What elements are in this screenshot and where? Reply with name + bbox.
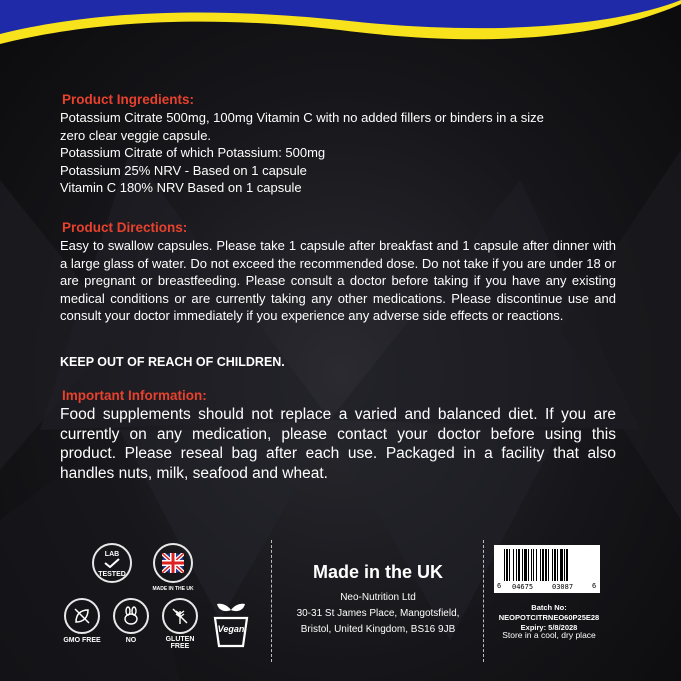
barcode-left-group: 04675 <box>512 583 534 591</box>
ingredients-line: Potassium 25% NRV - Based on 1 capsule <box>60 162 307 178</box>
ingredients-section <box>60 92 616 197</box>
children-warning: KEEP OUT OF REACH OF CHILDREN. <box>60 355 285 369</box>
batch-info <box>486 603 612 633</box>
directions-heading: Product Directions: <box>62 220 188 235</box>
important-section <box>60 388 616 483</box>
divider-right <box>483 540 484 662</box>
barcode-check-digit: 6 <box>592 582 597 590</box>
directions-section <box>60 220 616 325</box>
top-wave-decoration <box>0 0 681 60</box>
ingredients-line: Vitamin C 180% NRV Based on 1 capsule <box>60 180 302 195</box>
gluten-free-top-label: GLUTEN <box>165 636 195 643</box>
batch-number: Batch No: NEOPOTCITRNEO60P25E28 <box>498 603 600 622</box>
lab-tested-top-label: LAB <box>104 551 120 558</box>
lab-tested-bottom-label: TESTED <box>98 571 126 578</box>
ingredients-line: Potassium Citrate 500mg, 100mg Vitamin C with no added fillers or binders in a size <box>60 110 544 125</box>
expiry-date: Expiry: 5/8/2028 <box>520 623 578 632</box>
uk-flag-icon <box>162 553 184 573</box>
rabbit-icon <box>121 606 141 626</box>
barcode-first-digit: 6 <box>497 582 502 590</box>
company-name: Neo-Nutrition Ltd <box>340 592 416 603</box>
manufacturer-address <box>276 590 480 638</box>
made-in-uk-title: Made in the UK <box>312 562 443 582</box>
checkmark-icon <box>104 558 120 568</box>
made-in-uk-badge-label: MADE IN THE UK <box>152 586 194 592</box>
ingredients-line: Potassium Citrate of which Potassium: 500mg <box>60 145 326 160</box>
wheat-icon <box>171 607 189 625</box>
no-animal-testing-label: NO <box>125 637 137 644</box>
address-line-1: 30-31 St James Place, Mangotsfield, <box>296 608 460 619</box>
important-heading: Important Information: <box>62 388 207 403</box>
directions-text: Easy to swallow capsules. Please take 1 capsule after breakfast and 1 capsule after dinner with a large glass of water. Do not exceed the recommended dose. Do not take if you are under 18 or are pregnant or breastfeeding. Please consult a doctor before taking if you have any existing medical conditions or are currently taking any other medications. Please discontinue use and consult your doctor immediately if you experience any adverse side effects or reactions. <box>60 238 616 323</box>
ingredients-line: zero clear veggie capsule. <box>60 127 212 143</box>
important-text: Food supplements should not replace a varied and balanced diet. If you are currently on any medication, please contact your doctor before using this product. Please reseal bag after each use. Packaged in a facility that also handles nuts, milk, seafood and wheat. <box>60 406 616 482</box>
gmo-free-label: GMO FREE <box>63 637 101 644</box>
barcode-bars <box>494 545 600 593</box>
storage-instructions: Store in a cool, dry place <box>502 630 596 640</box>
vegan-label: Vegan <box>217 624 245 634</box>
address-line-2: Bristol, United Kingdom, BS16 9JB <box>300 624 456 635</box>
barcode-right-group: 03087 <box>552 583 574 591</box>
leaf-icon <box>73 607 91 625</box>
ingredients-heading: Product Ingredients: <box>62 92 195 107</box>
divider-left <box>271 540 272 662</box>
ingredients-text <box>60 109 616 197</box>
barcode <box>494 545 600 593</box>
gluten-free-bottom-label: FREE <box>170 643 190 650</box>
